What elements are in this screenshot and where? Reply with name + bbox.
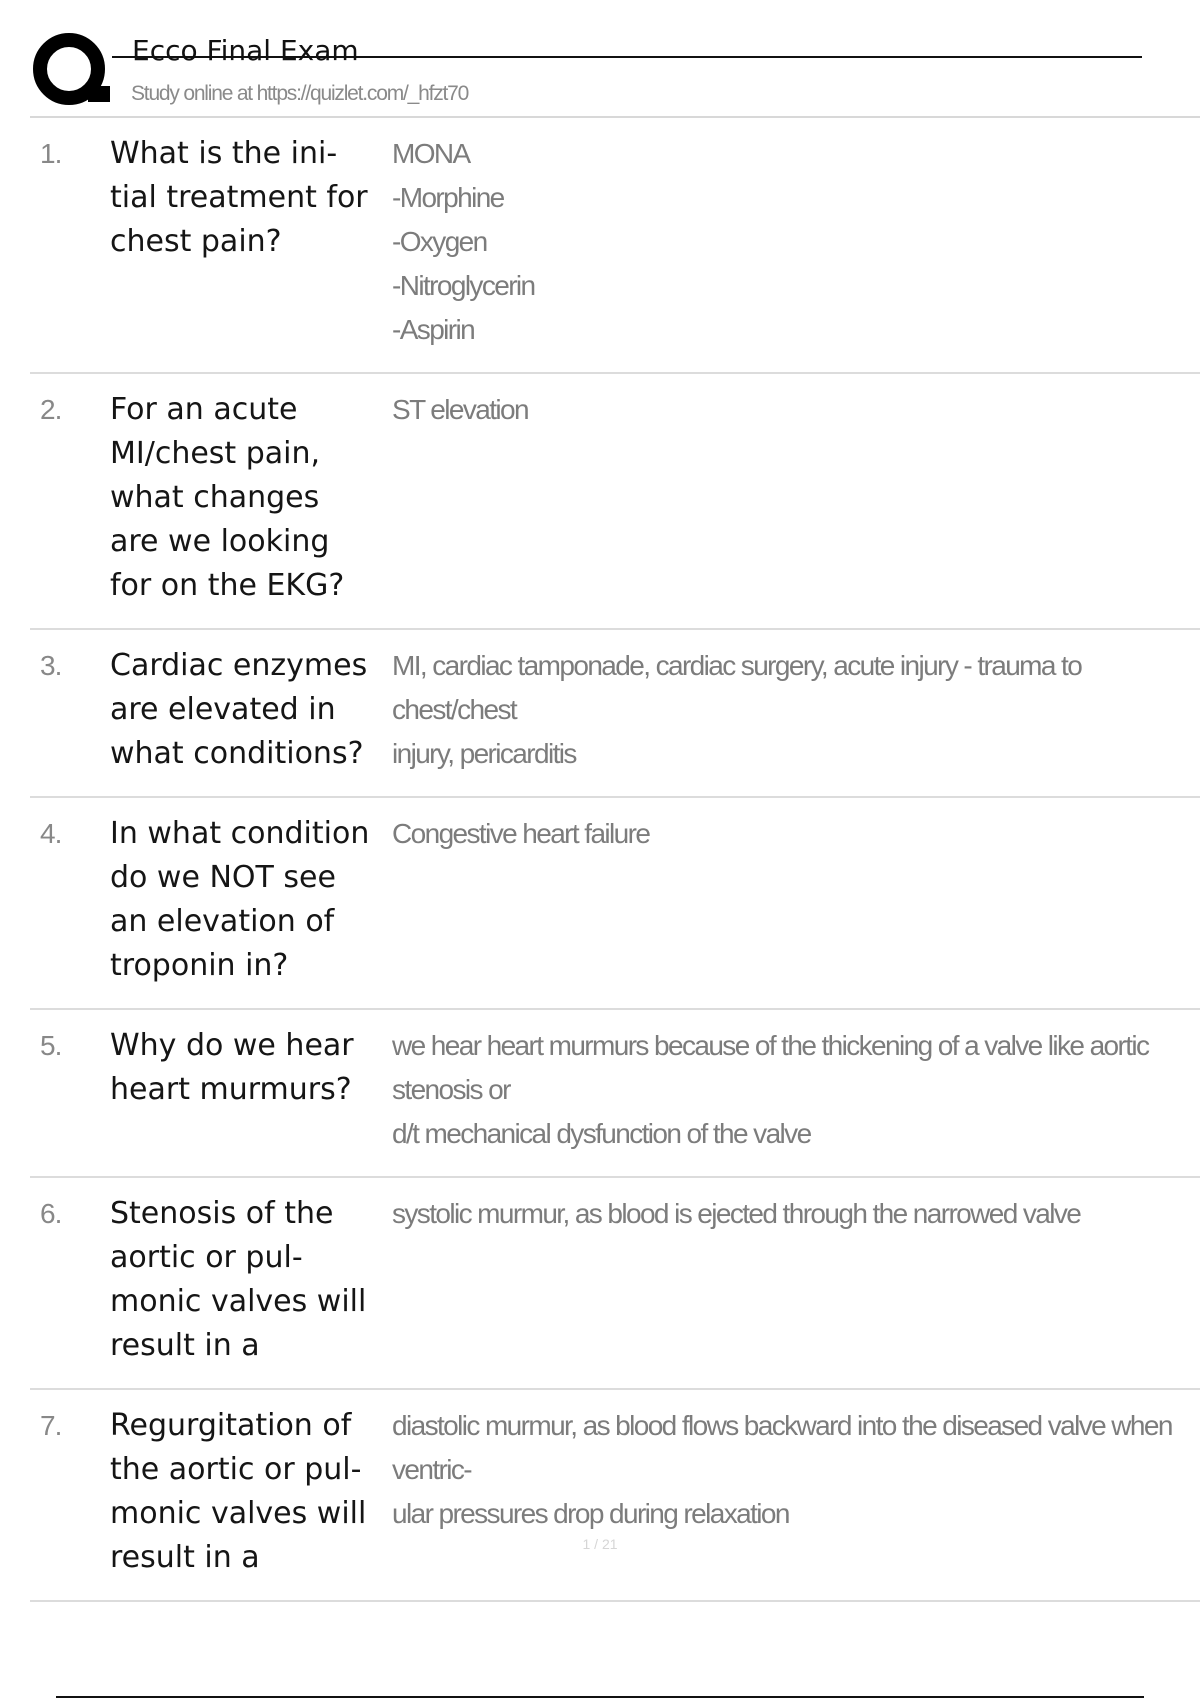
card-definition: ST elevation — [392, 394, 528, 425]
card-definition: systolic murmur, as blood is ejected through the narrowed valve — [392, 1198, 1081, 1229]
card-definition: Congestive heart failure — [392, 818, 650, 849]
card-number: 5. — [40, 1030, 62, 1061]
card-number: 4. — [40, 818, 62, 849]
flashcard-row — [30, 630, 1200, 798]
quizlet-logo-icon — [32, 32, 110, 110]
card-term: Why do we hear heart murmurs? — [110, 1028, 354, 1107]
card-number: 1. — [40, 138, 62, 169]
page-title: Ecco Final Exam — [132, 34, 359, 67]
flashcard-row — [30, 798, 1200, 1010]
card-term: Regurgitation of the aortic or pul- monic valves will result in a — [110, 1408, 367, 1575]
card-term: For an acute MI/chest pain, what changes are we looking for on the EKG? — [110, 392, 345, 603]
card-definition: we hear heart murmurs because of the thickening of a valve like aortic stenosis or d/t mechanical dysfunction of the valve — [392, 1030, 1149, 1149]
flashcard-row — [30, 1178, 1200, 1390]
document-header — [0, 0, 1200, 118]
card-number: 6. — [40, 1198, 62, 1229]
card-term: What is the ini- tial treatment for chest pain? — [110, 136, 368, 259]
card-number: 3. — [40, 650, 62, 681]
card-definition: MI, cardiac tamponade, cardiac surgery, acute injury - trauma to chest/chest injury, pericarditis — [392, 650, 1082, 769]
flashcard-row — [30, 1010, 1200, 1178]
page-subtitle: Study online at https://quizlet.com/_hfzt70 — [131, 82, 469, 105]
card-term: In what condition do we NOT see an elevation of troponin in? — [110, 816, 370, 983]
card-definition: MONA -Morphine -Oxygen -Nitroglycerin -Aspirin — [392, 138, 535, 345]
flashcard-row — [30, 1390, 1200, 1602]
card-number: 7. — [40, 1410, 62, 1441]
flashcard-row — [30, 118, 1200, 374]
card-term: Cardiac enzymes are elevated in what conditions? — [110, 648, 368, 771]
card-term: Stenosis of the aortic or pul- monic valves will result in a — [110, 1196, 367, 1363]
footer-divider — [56, 1696, 1144, 1698]
flashcard-list — [30, 118, 1200, 1602]
card-definition: diastolic murmur, as blood flows backward into the diseased valve when ventric- ular pressures drop during relaxation — [392, 1410, 1172, 1529]
flashcard-row — [30, 374, 1200, 630]
page-number: 1 / 21 — [582, 1536, 618, 1552]
card-number: 2. — [40, 394, 62, 425]
